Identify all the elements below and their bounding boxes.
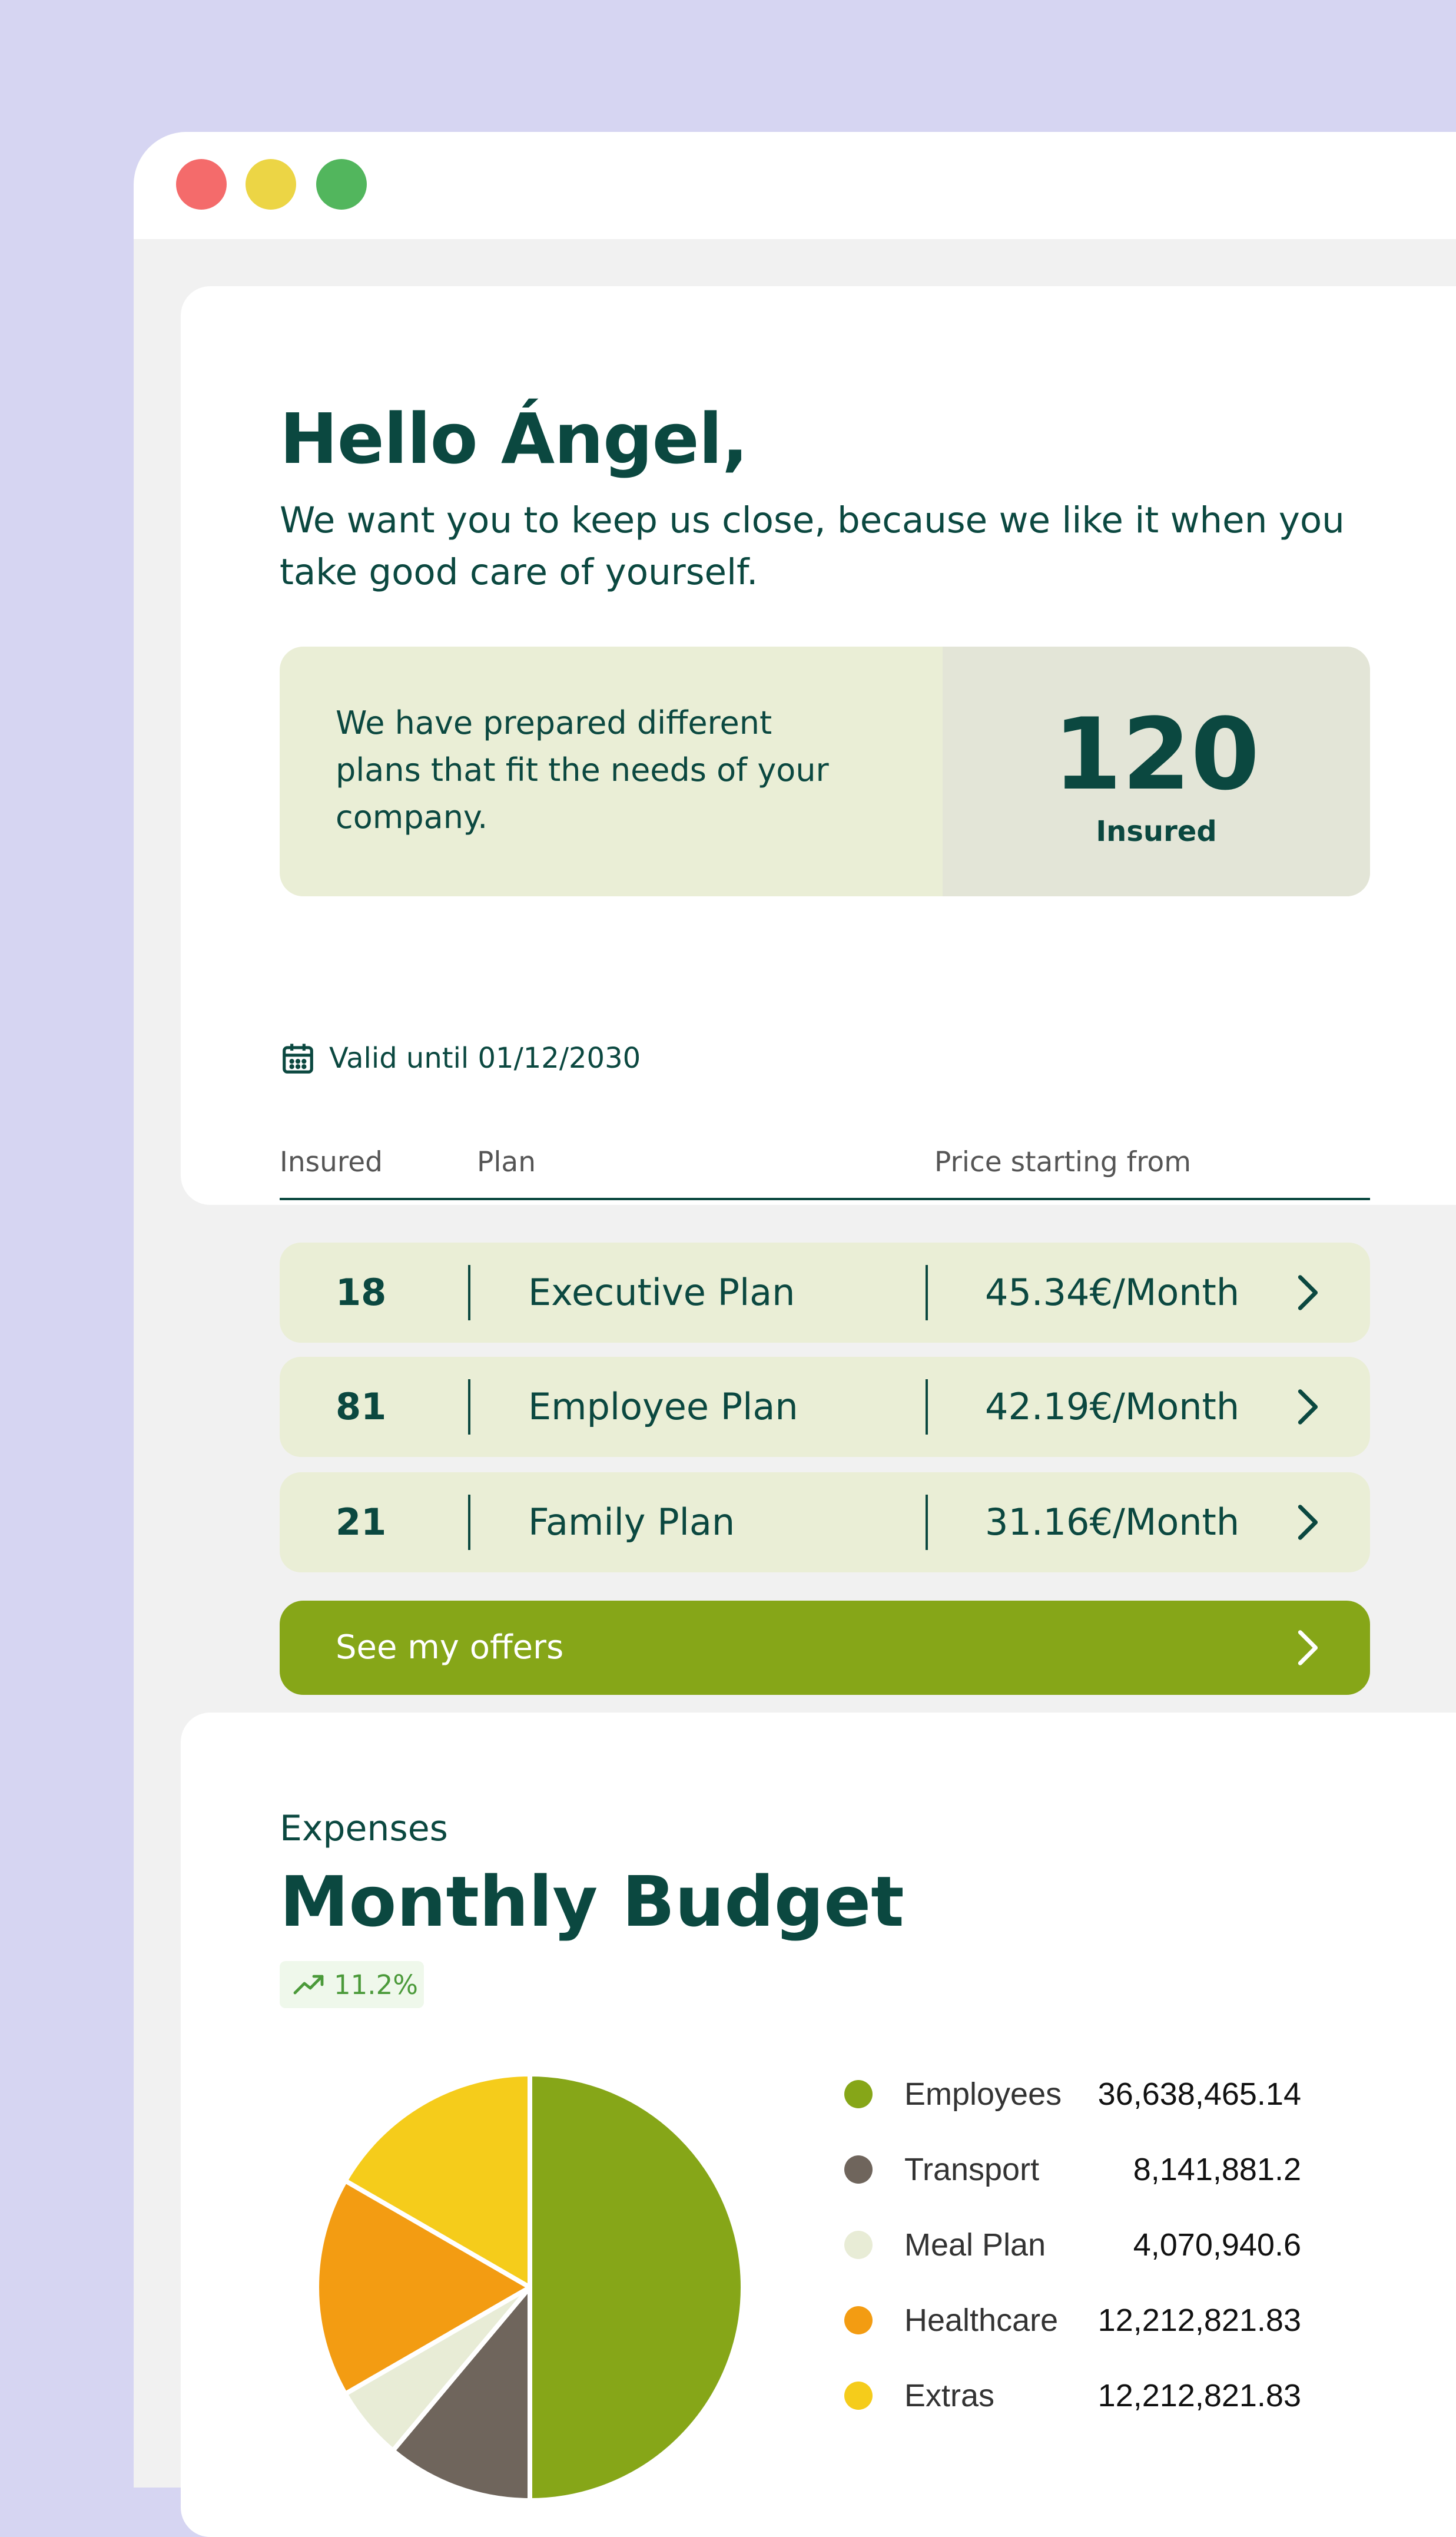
row-plan-price: 31.16€/Month xyxy=(985,1501,1240,1544)
row-insured-count: 21 xyxy=(336,1501,387,1544)
summary-panel xyxy=(280,647,1370,896)
insured-count: 120 xyxy=(1053,697,1260,812)
legend-value: 36,638,465.14 xyxy=(1097,2076,1301,2112)
legend-swatch xyxy=(844,2231,873,2259)
column-header-price: Price starting from xyxy=(934,1146,1192,1178)
column-header-plan: Plan xyxy=(477,1146,536,1178)
row-divider xyxy=(926,1495,928,1550)
row-divider xyxy=(468,1265,470,1320)
trend-value: 11.2% xyxy=(334,1969,418,2001)
plan-row-family[interactable] xyxy=(280,1472,1370,1572)
legend-item-healthcare xyxy=(844,2297,1374,2344)
legend-label: Employees xyxy=(904,2076,1062,2112)
legend-swatch xyxy=(844,2155,873,2184)
legend-label: Meal Plan xyxy=(904,2227,1046,2263)
greeting-title: Hello Ángel, xyxy=(280,398,748,479)
row-insured-count: 18 xyxy=(336,1271,387,1314)
chevron-right-icon xyxy=(1286,1502,1328,1543)
table-header-divider xyxy=(280,1198,1370,1200)
budget-pie-chart xyxy=(306,2064,754,2511)
column-header-insured: Insured xyxy=(280,1146,383,1178)
row-divider xyxy=(926,1265,928,1320)
legend-value: 12,212,821.83 xyxy=(1097,2378,1301,2413)
legend-swatch xyxy=(844,2306,873,2334)
legend-value: 4,070,940.6 xyxy=(1133,2227,1301,2263)
legend-item-transport xyxy=(844,2146,1374,2193)
chevron-right-icon xyxy=(1286,1272,1328,1313)
budget-label: Expenses xyxy=(280,1808,448,1849)
row-insured-count: 81 xyxy=(336,1385,387,1428)
legend-swatch xyxy=(844,2382,873,2410)
see-offers-label: See my offers xyxy=(336,1628,564,1667)
insured-count-box xyxy=(943,647,1370,896)
legend-item-extras xyxy=(844,2372,1374,2419)
row-plan-name: Employee Plan xyxy=(528,1385,798,1428)
validity-info xyxy=(280,1038,641,1079)
plan-row-employee[interactable] xyxy=(280,1357,1370,1457)
legend-label: Transport xyxy=(904,2152,1040,2187)
validity-text: Valid until 01/12/2030 xyxy=(329,1042,641,1075)
row-plan-name: Executive Plan xyxy=(528,1271,795,1314)
plans-card xyxy=(181,286,1456,1667)
plan-row-executive[interactable] xyxy=(280,1243,1370,1343)
row-divider xyxy=(468,1495,470,1550)
summary-text: We have prepared different plans that fit the needs of your company. xyxy=(336,704,829,836)
calendar-icon xyxy=(280,1040,316,1077)
see-offers-button[interactable] xyxy=(280,1601,1370,1695)
budget-title: Monthly Budget xyxy=(280,1861,904,1942)
legend-label: Extras xyxy=(904,2378,995,2413)
insured-count-label: Insured xyxy=(1096,815,1217,848)
legend-item-meal-plan xyxy=(844,2221,1374,2268)
legend-item-employees xyxy=(844,2071,1374,2118)
row-divider xyxy=(468,1379,470,1435)
legend-value: 8,141,881.2 xyxy=(1133,2152,1301,2187)
pie-slice-employees xyxy=(530,2074,743,2500)
legend-value: 12,212,821.83 xyxy=(1097,2303,1301,2338)
legend-label: Healthcare xyxy=(904,2303,1059,2338)
chevron-right-icon xyxy=(1286,1627,1328,1668)
minimize-window-button[interactable] xyxy=(246,159,296,210)
close-window-button[interactable] xyxy=(176,159,227,210)
row-plan-price: 45.34€/Month xyxy=(985,1271,1240,1314)
row-divider xyxy=(926,1379,928,1435)
legend-swatch xyxy=(844,2080,873,2108)
trend-badge xyxy=(280,1961,424,2008)
window-titlebar xyxy=(134,132,1456,239)
chevron-right-icon xyxy=(1286,1386,1328,1428)
maximize-window-button[interactable] xyxy=(316,159,367,210)
row-plan-price: 42.19€/Month xyxy=(985,1385,1240,1428)
trend-up-icon xyxy=(293,1973,326,1996)
greeting-message: We want you to keep us close, because we like it when you take good care of yourself. xyxy=(280,499,1345,593)
row-plan-name: Family Plan xyxy=(528,1501,735,1544)
